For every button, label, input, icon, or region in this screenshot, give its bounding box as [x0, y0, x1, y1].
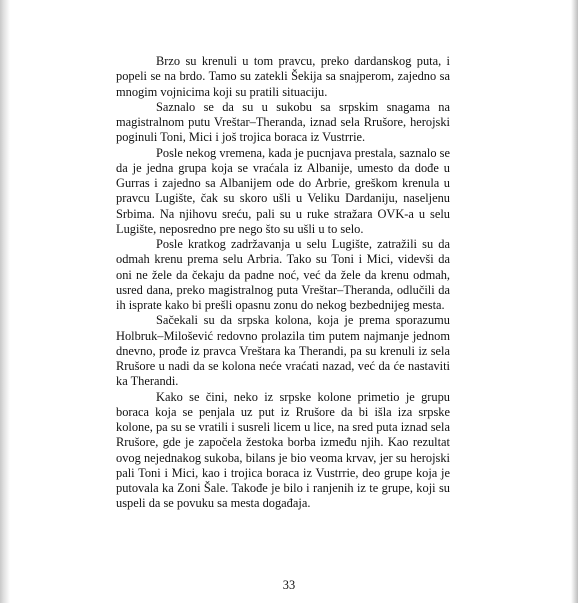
paragraph: Saznalo se da su u sukobu sa srpskim snagama na magistralnom putu Vreštar–Theranda, iznad sela Rrušore, herojski poginuli Toni, Mici i još trojica boraca iz Vustrrie. — [116, 99, 450, 145]
paragraph: Posle kratkog zadržavanja u selu Lugište, zatražili su da odmah krenu prema selu Arbria. Tako su Toni i Mici, videvši da oni ne žele da čekaju da padne noć, već da žele da krenu odmah, usred dana, preko magistralnog puta Vreštar–Theranda, odlučili da ih isprate kako bi prešli opasnu zonu do nekog bezbednijeg mesta. — [116, 237, 450, 312]
paragraph: Brzo su krenuli u tom pravcu, preko dardanskog puta, i popeli se na brdo. Tamo su zatekli Šekija sa snajperom, zajedno sa mnogim vojnicima koji su pratili situaciju. — [116, 54, 450, 99]
paragraph: Posle nekog vremena, kada je pucnjava prestala, saznalo se da je jedna grupa koja se vraćala iz Albanije, umesto da dođe u Gurras i zajedno sa Albanijem ode do Arbrie, greškom krenula u pravcu Lugište, čak su skoro ušli u Veliku Dardaniju, naseljenu Srbima. Na njihovu sreću, pali su u ruke stražara OVK-a u selu Lugište, neposredno pre nego što su ušli u to selo. — [116, 145, 450, 236]
paragraph: Kako se čini, neko iz srpske kolone primetio je grupu boraca koja se penjala uz put iz Rrušore da bi išla iza srpske kolone, pa su se vratili i susreli licem u lice, na sred puta iznad sela Rrušore, gde je započela žestoka borba između njih. Kao rezultat ovog nejednakog sukoba, bilans je bio veoma krvav, jer su herojski pali Toni i Mici, kao i trojica boraca iz Vustrrie, deo grupe koja je putovala ka Zoni Šale. Takođe je bilo i ranjenih iz te grupe, koji su uspeli da se povuku sa mesta događaja. — [116, 389, 450, 511]
page-right-shadow — [571, 0, 578, 603]
page-left-shadow — [0, 0, 10, 603]
page-number: 33 — [282, 578, 296, 592]
page-body — [116, 54, 450, 512]
paragraph: Sačekali su da srpska kolona, koja je prema sporazumu Holbruk–Milošević redovno prolazila tim putem najmanje jednom dnevno, prođe iz pravca Vreštara ka Therandi, pa su krenuli iz sela Rrušore u nadi da se kolona neće vraćati nazad, već da će nastaviti ka Therandi. — [116, 313, 450, 389]
